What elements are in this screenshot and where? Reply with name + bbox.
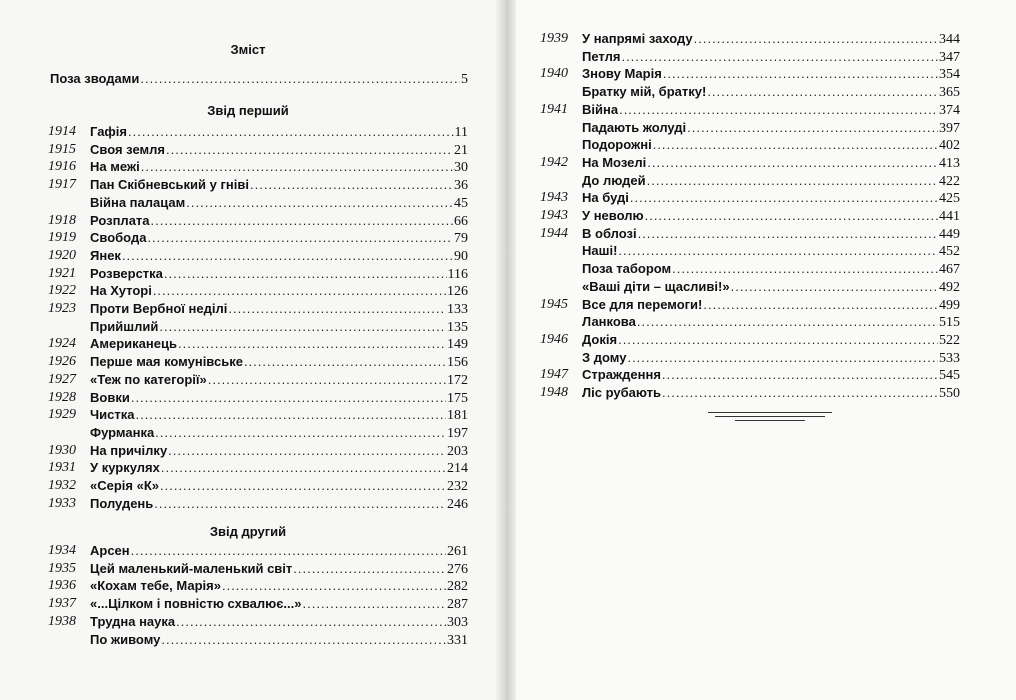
toc-entry-title-line bbox=[90, 158, 468, 177]
toc-entry bbox=[0, 212, 496, 230]
leader-dots bbox=[687, 119, 938, 137]
toc-entry bbox=[516, 83, 1016, 101]
toc-entry-title-line bbox=[582, 83, 960, 102]
toc-entry bbox=[0, 229, 496, 247]
toc-entry-page: 397 bbox=[939, 120, 960, 136]
leader-dots bbox=[293, 560, 446, 578]
toc-entry-title-line bbox=[90, 247, 468, 266]
toc-entry bbox=[516, 331, 1016, 349]
toc-entry-page: 365 bbox=[939, 85, 960, 101]
toc-entry-title: На причілку bbox=[90, 442, 168, 458]
toc-entry-title-line bbox=[582, 313, 960, 332]
toc-entry bbox=[0, 247, 496, 265]
toc-entry-title-line bbox=[582, 366, 960, 385]
toc-entry-title: Ліс рубають bbox=[582, 385, 661, 400]
toc-entry-title: З дому bbox=[582, 349, 627, 365]
toc-entry-title-line bbox=[582, 278, 960, 297]
toc-entry-year: 1916 bbox=[48, 159, 76, 175]
toc-entry-year: 1929 bbox=[48, 407, 76, 423]
toc-entry-title-line bbox=[90, 335, 468, 354]
toc-entry-page: 261 bbox=[447, 544, 468, 559]
toc-entry-title-line bbox=[90, 613, 468, 632]
toc-entry bbox=[0, 459, 496, 477]
toc-entry bbox=[0, 495, 496, 513]
leader-dots bbox=[131, 389, 446, 407]
leader-dots bbox=[663, 65, 938, 83]
book-gutter bbox=[496, 0, 516, 700]
toc-entry-title-line bbox=[582, 207, 960, 226]
leader-dots bbox=[647, 172, 938, 190]
toc-entry bbox=[516, 65, 1016, 83]
toc-entry bbox=[0, 158, 496, 176]
toc-entry-year: 1922 bbox=[48, 283, 76, 299]
toc-entry-title-line bbox=[90, 577, 468, 596]
toc-entry-page: 232 bbox=[447, 479, 468, 494]
toc-entry-title: Полудень bbox=[90, 495, 154, 511]
toc-entry bbox=[516, 384, 1016, 402]
toc-entry-title-line bbox=[90, 459, 468, 478]
toc-entry bbox=[0, 318, 496, 336]
leader-dots bbox=[638, 225, 938, 243]
toc-entry-title: Падають жолуді bbox=[582, 119, 687, 135]
toc-entry-title-line bbox=[90, 212, 468, 231]
leader-dots bbox=[627, 349, 938, 367]
toc-entry-title-line bbox=[90, 265, 468, 284]
toc-entry-title: «Ваші діти – щасливі!» bbox=[582, 278, 730, 294]
toc-entry-page: 452 bbox=[939, 244, 960, 260]
toc-entry-title-line bbox=[90, 477, 468, 496]
toc-entry-page: 133 bbox=[447, 302, 468, 317]
leader-dots bbox=[630, 189, 938, 207]
toc-entry-title: Подорожні bbox=[582, 137, 652, 153]
toc-entry-year: 1946 bbox=[540, 331, 568, 347]
toc-entry-title: «Кохам тебе, Марія» bbox=[90, 578, 221, 594]
toc-entry-year: 1917 bbox=[48, 177, 76, 193]
toc-entry-title-line bbox=[582, 260, 960, 279]
toc-entry-year: 1918 bbox=[48, 212, 76, 228]
toc-entry bbox=[516, 172, 1016, 190]
toc-entry-title-line bbox=[90, 442, 468, 461]
toc-entry-title-line bbox=[582, 65, 960, 84]
leader-dots bbox=[164, 265, 447, 283]
toc-entry-title: У напрямі заходу bbox=[582, 31, 693, 46]
toc-entry bbox=[516, 349, 1016, 367]
toc-entry-title-line bbox=[90, 282, 468, 301]
toc-entry-title-line bbox=[582, 172, 960, 191]
toc-entry-page: 156 bbox=[447, 355, 468, 371]
toc-entry-year: 1926 bbox=[48, 354, 76, 370]
toc-entry bbox=[0, 631, 496, 649]
toc-entry-year: 1937 bbox=[48, 596, 76, 612]
toc-entry-page: 5 bbox=[461, 72, 468, 87]
toc-entry-page: 214 bbox=[447, 461, 468, 477]
leader-dots bbox=[244, 353, 446, 371]
toc-entry bbox=[516, 189, 1016, 207]
toc-entry-title: Гафія bbox=[90, 124, 128, 139]
leader-dots bbox=[154, 495, 446, 513]
toc-entry bbox=[0, 542, 496, 560]
toc-entry-title-line bbox=[90, 424, 468, 443]
toc-entry bbox=[516, 119, 1016, 137]
toc-entry-year: 1948 bbox=[540, 385, 568, 400]
toc-entry-title-line bbox=[582, 30, 960, 49]
toc-entry bbox=[0, 335, 496, 353]
toc-entry-page: 331 bbox=[447, 632, 468, 648]
leader-dots bbox=[222, 577, 446, 595]
toc-entry bbox=[0, 282, 496, 300]
toc-entry-year: 1927 bbox=[48, 371, 76, 387]
toc-entry-title: Поза зводами bbox=[50, 71, 140, 86]
toc-entry-title-line bbox=[582, 101, 960, 120]
right-page bbox=[516, 0, 1016, 700]
toc-entry-page: 246 bbox=[447, 496, 468, 512]
leader-dots bbox=[178, 335, 446, 353]
toc-entry-year: 1942 bbox=[540, 154, 568, 170]
toc-entry-year: 1939 bbox=[540, 31, 568, 46]
toc-entry-title: «Теж по категорії» bbox=[90, 371, 207, 387]
toc-entry-year: 1921 bbox=[48, 265, 76, 281]
toc-entry-page: 79 bbox=[454, 231, 468, 247]
leader-dots bbox=[151, 212, 453, 230]
toc-entry-title: Фурманка bbox=[90, 424, 155, 440]
toc-entry-intro bbox=[0, 70, 496, 88]
left-page bbox=[0, 0, 496, 700]
leader-dots bbox=[228, 300, 446, 318]
toc-entry bbox=[0, 613, 496, 631]
toc-entry-page: 344 bbox=[939, 32, 960, 47]
toc-entry bbox=[0, 141, 496, 159]
toc-entry-title: Все для перемоги! bbox=[582, 296, 703, 312]
leader-dots bbox=[250, 176, 453, 194]
toc-entry-page: 175 bbox=[447, 390, 468, 406]
toc-entry-title-line bbox=[90, 194, 468, 213]
toc-entry bbox=[0, 176, 496, 194]
toc-entry-page: 499 bbox=[939, 297, 960, 313]
toc-entry-page: 66 bbox=[454, 213, 468, 229]
toc-entry-title-line bbox=[582, 384, 960, 403]
leader-dots bbox=[161, 459, 446, 477]
toc-entry-title-line bbox=[90, 141, 468, 160]
leader-dots bbox=[155, 424, 446, 442]
toc-entry-page: 197 bbox=[447, 425, 468, 441]
toc-entry-title-line bbox=[90, 300, 468, 319]
toc-entry-year: 1943 bbox=[540, 208, 568, 223]
toc-entry-title: Арсен bbox=[90, 543, 130, 558]
toc-entry bbox=[0, 424, 496, 442]
leader-dots bbox=[707, 83, 938, 101]
toc-entry-year: 1914 bbox=[48, 124, 76, 139]
toc-entry bbox=[516, 154, 1016, 172]
leader-dots bbox=[731, 278, 938, 296]
toc-entry bbox=[0, 442, 496, 460]
toc-entry-title: Докія bbox=[582, 331, 618, 347]
toc-entry-title-line bbox=[90, 560, 468, 579]
toc-entry-page: 303 bbox=[447, 614, 468, 630]
leader-dots bbox=[647, 154, 938, 172]
toc-entry bbox=[0, 389, 496, 407]
leader-dots bbox=[186, 194, 453, 212]
toc-entry-page: 36 bbox=[454, 178, 468, 194]
toc-entry-title-line bbox=[90, 389, 468, 408]
toc-entry-title-line bbox=[50, 70, 468, 89]
toc-entry-title: «Серія «К» bbox=[90, 478, 159, 493]
toc-entry bbox=[516, 242, 1016, 260]
toc-entry bbox=[0, 265, 496, 283]
leader-dots bbox=[618, 331, 938, 349]
leader-dots bbox=[161, 631, 446, 649]
toc-entry-page: 90 bbox=[454, 248, 468, 264]
toc-entry-title: Пан Скібневський у гніві bbox=[90, 177, 249, 193]
leader-dots bbox=[176, 613, 446, 631]
toc-entry-year: 1940 bbox=[540, 66, 568, 82]
toc-entry bbox=[0, 371, 496, 389]
leader-dots bbox=[128, 123, 454, 141]
toc-entry-title-line bbox=[90, 631, 468, 650]
toc-entry-page: 449 bbox=[939, 226, 960, 242]
leader-dots bbox=[621, 48, 938, 66]
toc-entry-title-line bbox=[90, 176, 468, 195]
leader-dots bbox=[637, 313, 938, 331]
leader-dots bbox=[662, 366, 938, 384]
toc-entry-title-line bbox=[90, 371, 468, 390]
toc-entry-title-line bbox=[90, 495, 468, 514]
toc-entry-title-line bbox=[582, 296, 960, 315]
toc-entry-year: 1943 bbox=[540, 190, 568, 206]
leader-dots bbox=[122, 247, 453, 265]
toc-entry-title: Прийшлий bbox=[90, 318, 159, 334]
toc-entry-title-line bbox=[582, 189, 960, 208]
toc-entry-title: На Хуторі bbox=[90, 283, 152, 299]
toc-entry-title: «...Цілком і повністю схвалює...» bbox=[90, 596, 302, 612]
leader-dots bbox=[703, 296, 938, 314]
leader-dots bbox=[672, 260, 938, 278]
toc-entry-title: Петля bbox=[582, 48, 621, 64]
toc-entry-title-line bbox=[90, 353, 468, 372]
leader-dots bbox=[645, 207, 938, 225]
toc-entry-title-line bbox=[90, 595, 468, 614]
part1-heading: Звід перший bbox=[207, 103, 289, 118]
toc-entry-title-line bbox=[90, 123, 468, 142]
toc-entry-year: 1930 bbox=[48, 442, 76, 458]
toc-entry-title: Чистка bbox=[90, 407, 135, 423]
toc-entry-year: 1928 bbox=[48, 389, 76, 405]
toc-entry-title: На Мозелі bbox=[582, 154, 647, 170]
toc-entry-year: 1935 bbox=[48, 560, 76, 576]
toc-entry bbox=[516, 313, 1016, 331]
toc-entry-title: Війна bbox=[582, 101, 619, 117]
toc-entry-title: Вовки bbox=[90, 389, 130, 405]
toc-entry-page: 30 bbox=[454, 160, 468, 176]
toc-entry-year: 1920 bbox=[48, 247, 76, 263]
toc-entry-page: 522 bbox=[939, 332, 960, 348]
toc-entry-page: 374 bbox=[939, 102, 960, 118]
toc-entry-title-line bbox=[582, 331, 960, 350]
toc-entry bbox=[0, 353, 496, 371]
toc-entry bbox=[516, 225, 1016, 243]
leader-dots bbox=[153, 282, 446, 300]
toc-entry-page: 413 bbox=[939, 155, 960, 171]
toc-entry-page: 492 bbox=[939, 279, 960, 295]
toc-entry-title: Янек bbox=[90, 247, 121, 263]
toc-entry-year: 1947 bbox=[540, 367, 568, 383]
leader-dots bbox=[662, 384, 938, 402]
toc-entry bbox=[0, 477, 496, 495]
toc-entry-title-line bbox=[582, 136, 960, 155]
toc-entry-title-line bbox=[90, 229, 468, 248]
toc-entry-page: 116 bbox=[447, 266, 468, 282]
toc-entry-page: 126 bbox=[447, 284, 468, 300]
toc-entry-year: 1932 bbox=[48, 478, 76, 493]
toc-entry-title: Знову Марія bbox=[582, 66, 662, 82]
toc-entry-title-line bbox=[582, 242, 960, 261]
toc-entry-title: Трудна наука bbox=[90, 613, 176, 629]
toc-entry-title-line bbox=[90, 406, 468, 425]
toc-entry-year: 1933 bbox=[48, 495, 76, 511]
toc-entry-title: Розплата bbox=[90, 212, 150, 228]
leader-dots bbox=[166, 141, 453, 159]
leader-dots bbox=[619, 101, 938, 119]
toc-entry-year: 1941 bbox=[540, 101, 568, 117]
toc-entry-title-line bbox=[582, 349, 960, 368]
toc-entry bbox=[0, 560, 496, 578]
toc-entry-page: 287 bbox=[447, 597, 468, 613]
leader-dots bbox=[140, 70, 460, 88]
toc-entry-year: 1938 bbox=[48, 613, 76, 629]
toc-entry-title: Війна палацам bbox=[90, 194, 186, 210]
toc-entry bbox=[0, 300, 496, 318]
leader-dots bbox=[303, 595, 447, 613]
toc-entry-title: Розверстка bbox=[90, 265, 163, 281]
toc-entry-title: Проти Вербної неділі bbox=[90, 301, 228, 316]
leader-dots bbox=[147, 229, 453, 247]
toc-entry bbox=[516, 30, 1016, 48]
leader-dots bbox=[618, 242, 938, 260]
toc-entry-page: 282 bbox=[447, 579, 468, 595]
toc-entry-title: Американець bbox=[90, 336, 177, 352]
toc-entry-title: На буді bbox=[582, 190, 629, 206]
leader-dots bbox=[160, 477, 446, 495]
leader-dots bbox=[141, 158, 453, 176]
leader-dots bbox=[168, 442, 446, 460]
toc-entry-page: 45 bbox=[454, 195, 468, 211]
toc-entry-page: 515 bbox=[939, 315, 960, 331]
toc-entry-title: У неволю bbox=[582, 208, 644, 223]
end-ornament bbox=[708, 412, 832, 424]
toc-entry-title: Страждення bbox=[582, 367, 661, 383]
toc-entry-title: Ланкова bbox=[582, 314, 636, 330]
toc-entry bbox=[0, 123, 496, 141]
toc-entry bbox=[516, 278, 1016, 296]
toc-entry bbox=[516, 207, 1016, 225]
leader-dots bbox=[653, 136, 938, 154]
toc-entry-page: 149 bbox=[447, 337, 468, 353]
toc-entry-title-line bbox=[582, 225, 960, 244]
toc-entry-page: 181 bbox=[447, 408, 468, 424]
toc-entry-page: 172 bbox=[447, 372, 468, 388]
toc-entry-year: 1944 bbox=[540, 225, 568, 241]
toc-entry-title: На межі bbox=[90, 159, 140, 175]
toc-entry-page: 467 bbox=[939, 262, 960, 278]
toc-entry-title-line bbox=[90, 542, 468, 561]
toc-entry-title: Перше мая комунівське bbox=[90, 354, 243, 370]
leader-dots bbox=[208, 371, 446, 389]
toc-entry bbox=[516, 366, 1016, 384]
toc-entry-page: 354 bbox=[939, 67, 960, 83]
toc-entry-page: 441 bbox=[939, 209, 960, 224]
toc-entry-title: Цей маленький-маленький світ bbox=[90, 560, 293, 576]
toc-entry-year: 1931 bbox=[48, 460, 76, 476]
toc-entry-page: 11 bbox=[454, 125, 468, 140]
toc-entry-page: 425 bbox=[939, 191, 960, 207]
toc-entry-page: 135 bbox=[447, 319, 468, 335]
toc-entry bbox=[516, 48, 1016, 66]
toc-entry bbox=[516, 296, 1016, 314]
toc-entry-page: 276 bbox=[447, 561, 468, 577]
toc-entry bbox=[0, 577, 496, 595]
toc-entry-title: Свобода bbox=[90, 230, 147, 246]
toc-entry bbox=[516, 136, 1016, 154]
toc-entry-year: 1934 bbox=[48, 543, 76, 558]
leader-dots bbox=[135, 406, 446, 424]
toc-entry-title: Своя земля bbox=[90, 141, 165, 157]
leader-dots bbox=[131, 542, 446, 560]
toc-entry-title-line bbox=[90, 318, 468, 337]
toc-entry-year: 1915 bbox=[48, 141, 76, 157]
toc-entry bbox=[516, 260, 1016, 278]
leader-dots bbox=[694, 30, 938, 48]
toc-entry-page: 550 bbox=[939, 386, 960, 401]
toc-entry-title: Братку мій, братку! bbox=[582, 84, 707, 100]
toc-entry-title: В облозі bbox=[582, 225, 637, 241]
toc-entry-title: Поза табором bbox=[582, 261, 672, 277]
contents-heading: Зміст bbox=[230, 42, 266, 57]
toc-entry bbox=[0, 194, 496, 212]
toc-entry-page: 402 bbox=[939, 138, 960, 154]
toc-entry-title: У куркулях bbox=[90, 460, 160, 476]
toc-entry bbox=[516, 101, 1016, 119]
part2-heading: Звід другий bbox=[209, 524, 287, 539]
toc-entry-year: 1923 bbox=[48, 301, 76, 316]
toc-entry-year: 1945 bbox=[540, 296, 568, 312]
toc-entry-title: До людей bbox=[582, 172, 646, 188]
toc-entry-year: 1924 bbox=[48, 336, 76, 352]
toc-entry-page: 21 bbox=[454, 142, 468, 158]
toc-entry bbox=[0, 406, 496, 424]
toc-entry-title-line bbox=[582, 48, 960, 67]
toc-entry-page: 422 bbox=[939, 173, 960, 189]
toc-entry-title-line bbox=[582, 154, 960, 173]
toc-entry-year: 1936 bbox=[48, 578, 76, 594]
leader-dots bbox=[159, 318, 446, 336]
toc-entry-page: 203 bbox=[447, 443, 468, 459]
toc-entry-title: По живому bbox=[90, 631, 161, 647]
toc-entry-title-line bbox=[582, 119, 960, 138]
toc-entry-year: 1919 bbox=[48, 230, 76, 246]
toc-entry bbox=[0, 595, 496, 613]
toc-entry-page: 347 bbox=[939, 49, 960, 65]
toc-entry-page: 533 bbox=[939, 350, 960, 366]
toc-entry-title: Наші! bbox=[582, 243, 618, 259]
toc-entry-page: 545 bbox=[939, 368, 960, 384]
